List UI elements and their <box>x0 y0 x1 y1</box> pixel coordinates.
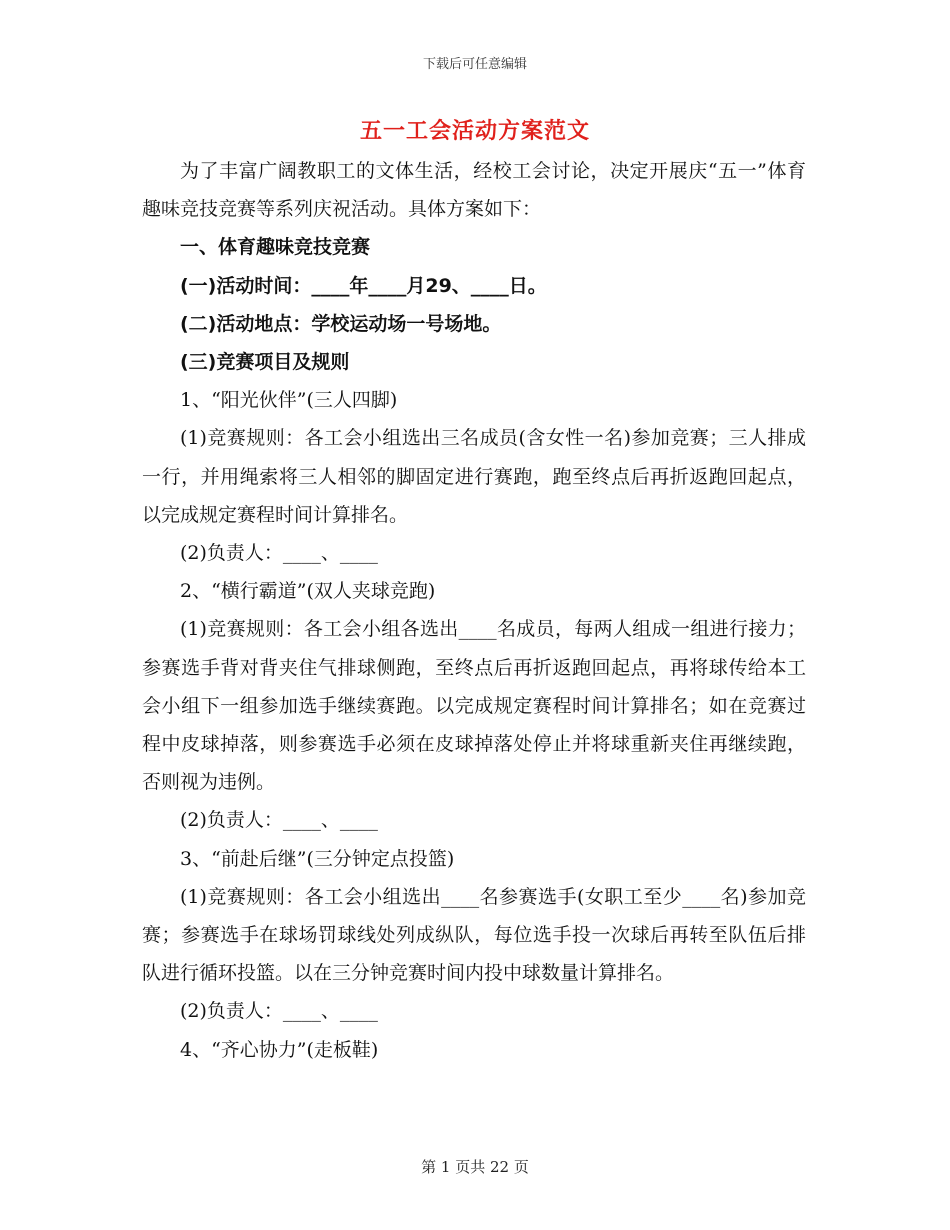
item-3-rules: (1)竞赛规则：各工会小组选出____名参赛选手(女职工至少____名)参加竞赛；参赛选手在球场罚球线处列成纵队，每位选手投一次球后再转至队伍后排队进行循环投篮。以在三分钟竞赛时间内投中球数量计算排名。 <box>142 885 806 985</box>
page-footer: 第 1 页共 22 页 <box>421 1158 529 1176</box>
document-body <box>142 152 806 1069</box>
item-2-title: 2、“横行霸道”(双人夹球竞跑) <box>180 580 436 603</box>
activity-location: (二)活动地点：学校运动场一号场地。 <box>180 312 502 335</box>
competition-items-heading: (三)竞赛项目及规则 <box>180 351 350 374</box>
item-2-rules: (1)竞赛规则：各工会小组各选出____名成员，每两人组成一组进行接力；参赛选手背对背夹住气排球侧跑，至终点后再折返跑回起点，再将球传给本工会小组下一组参加选手继续赛跑。以完成规定赛程时间计算排名；如在竞赛过程中皮球掉落，则参赛选手必须在皮球掉落处停止并将球重新夹住再继续跑，否则视为违例。 <box>142 618 806 794</box>
item-2-person-in-charge: (2)负责人：____、____ <box>180 809 378 832</box>
item-1-rules: (1)竞赛规则：各工会小组选出三名成员(含女性一名)参加竞赛；三人排成一行，并用绳索将三人相邻的脚固定进行赛跑，跑至终点后再折返跑回起点，以完成规定赛程时间计算排名。 <box>142 427 806 526</box>
activity-time: (一)活动时间：____年____月29、____日。 <box>180 274 547 297</box>
intro-paragraph: 为了丰富广阔教职工的文体生活，经校工会讨论，决定开展庆“五一”体育趣味竞技竞赛等系列庆祝活动。具体方案如下： <box>142 160 806 221</box>
item-1-person-in-charge: (2)负责人：____、____ <box>180 542 378 565</box>
section-heading-1: 一、体育趣味竞技竞赛 <box>180 236 371 259</box>
item-3-title: 3、“前赴后继”(三分钟定点投篮) <box>180 847 455 870</box>
item-1-title: 1、“阳光伙伴”(三人四脚) <box>180 389 398 412</box>
page-header: 下载后可任意编辑 <box>422 57 527 72</box>
item-3-person-in-charge: (2)负责人：____、____ <box>180 1000 378 1023</box>
document-title: 五一工会活动方案范文 <box>359 119 590 144</box>
item-4-title: 4、“齐心协力”(走板鞋) <box>180 1038 379 1061</box>
